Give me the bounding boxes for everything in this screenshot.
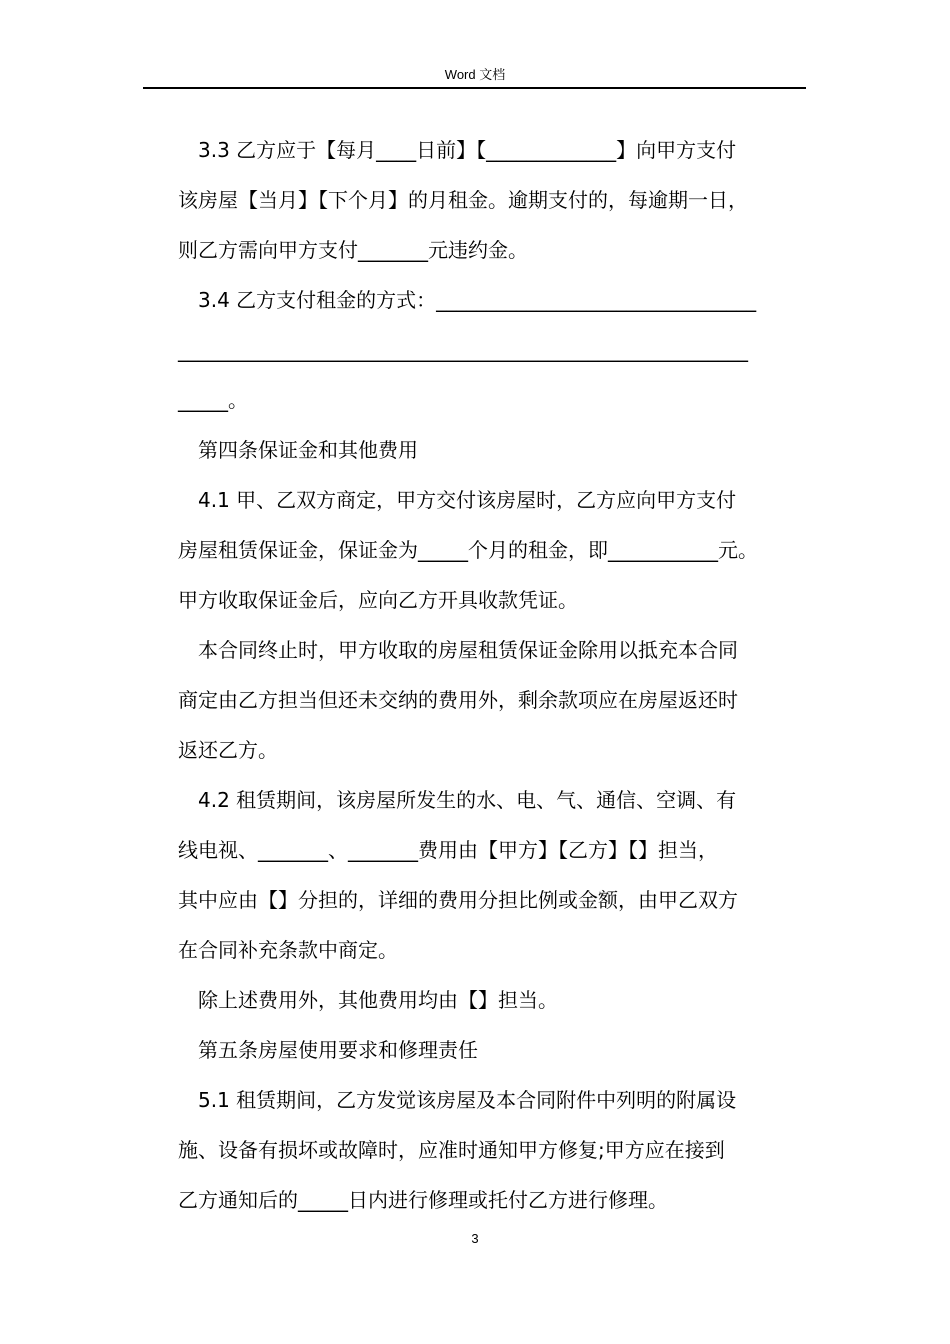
clause-3-4-line-2: _________________________________________________________ [178, 338, 748, 362]
clause-4-2-line-3: 其中应由【】分担的，详细的费用分担比例或金额，由甲乙双方 [178, 888, 738, 912]
deposit-return-line-1: 本合同终止时，甲方收取的房屋租赁保证金除用以抵充本合同 [198, 638, 738, 662]
clause-3-4-line-3: _____。 [178, 388, 248, 412]
document-body [178, 125, 818, 1225]
clause-4-2-line-2: 线电视、_______、_______费用由【甲方】【乙方】【】担当， [178, 838, 718, 862]
clause-5-1-line-3: 乙方通知后的_____日内进行修理或托付乙方进行修理。 [178, 1188, 668, 1212]
other-fees-line: 除上述费用外，其他费用均由【】担当。 [198, 988, 558, 1012]
clause-5-1-line-1: 5.1 租赁期间，乙方发觉该房屋及本合同附件中列明的附属设 [198, 1088, 737, 1112]
clause-4-2-line-4: 在合同补充条款中商定。 [178, 938, 398, 962]
page-number: 3 [471, 1231, 479, 1246]
clause-4-1-line-1: 4.1 甲、乙双方商定，甲方交付该房屋时，乙方应向甲方支付 [198, 488, 737, 512]
clause-4-1-line-2: 房屋租赁保证金，保证金为_____个月的租金，即___________元。 [178, 538, 758, 562]
clause-4-2-line-1: 4.2 租赁期间，该房屋所发生的水、电、气、通信、空调、有 [198, 788, 737, 812]
clause-3-3-line-3: 则乙方需向甲方支付_______元违约金。 [178, 238, 528, 262]
clause-3-3-line-2: 该房屋【当月】【下个月】的月租金。逾期支付的，每逾期一日， [178, 188, 748, 212]
article-5-heading: 第五条房屋使用要求和修理责任 [198, 1038, 478, 1062]
clause-3-3-line-1: 3.3 乙方应于【每月____日前】【_____________】向甲方支付 [198, 138, 737, 162]
deposit-return-line-2: 商定由乙方担当但还未交纳的费用外，剩余款项应在房屋返还时 [178, 688, 738, 712]
header-title: Word 文档 [444, 67, 506, 82]
clause-5-1-line-2: 施、设备有损坏或故障时，应准时通知甲方修复;甲方应在接到 [178, 1138, 725, 1162]
clause-3-4-line-1: 3.4 乙方支付租金的方式：________________________________ [198, 288, 757, 312]
header-divider [143, 87, 806, 89]
deposit-return-line-3: 返还乙方。 [178, 738, 278, 762]
clause-4-1-line-3: 甲方收取保证金后，应向乙方开具收款凭证。 [178, 588, 578, 612]
article-4-heading: 第四条保证金和其他费用 [198, 438, 418, 462]
